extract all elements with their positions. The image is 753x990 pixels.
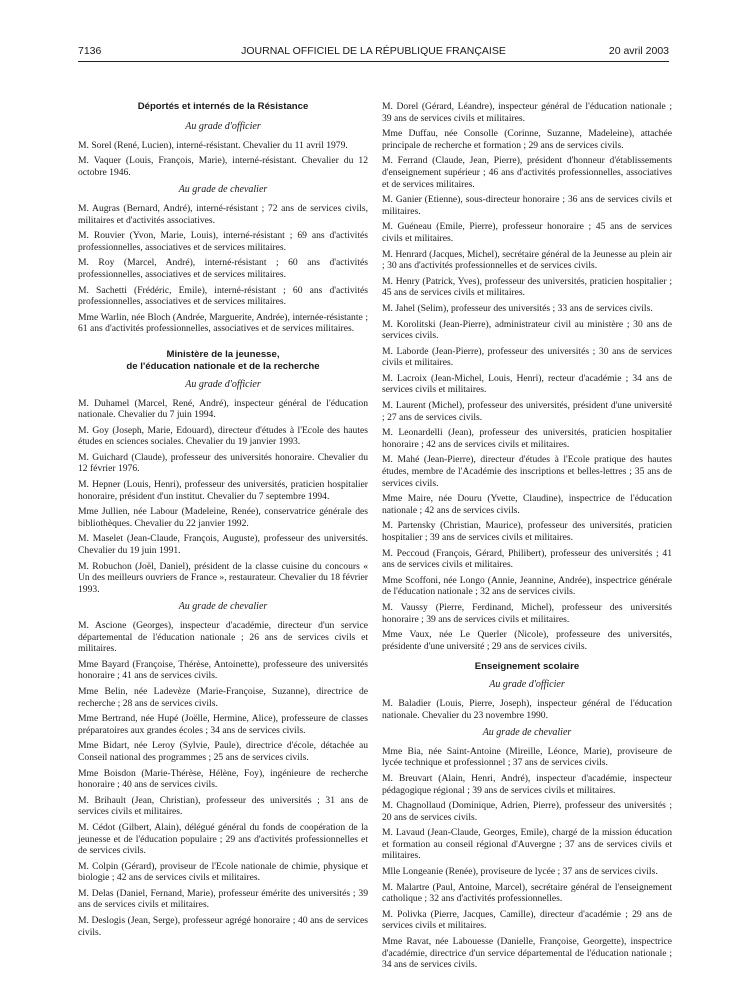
- list-item: M. Sorel (René, Lucien), interné-résistant. Chevalier du 11 avril 1979.: [78, 139, 348, 151]
- entry-list: [382, 101, 672, 652]
- list-item: M. Peccoud (François, Gérard, Philibert), professeur des universités ; 41 ans de services civils et militaires.: [382, 547, 672, 571]
- grade-heading-officier: Au grade d'officier: [489, 679, 565, 691]
- list-item: M. Korolitski (Jean-Pierre), administrateur civil au ministère ; 30 ans de services civils.: [382, 318, 672, 342]
- right-column: [382, 101, 672, 975]
- list-item: M. Duhamel (Marcel, René, André), inspecteur général de l'éducation nationale. Chevalier du 7 juin 1994.: [78, 397, 368, 421]
- list-item: Mme Bidart, née Leroy (Sylvie, Paule), directrice d'école, détachée au Conseil national des programmes ; 25 ans de services civils.: [78, 740, 368, 763]
- list-item: M. Dorel (Gérard, Léandre), inspecteur général de l'éducation nationale ; 39 ans de services civils et militaires.: [382, 101, 672, 124]
- list-item: M. Laborde (Jean-Pierre), professeur des universités ; 30 ans de services civils et militaires.: [382, 345, 672, 369]
- entry-list: [382, 746, 672, 971]
- list-item: M. Ascione (Georges), inspecteur d'académie, directeur d'un service départemental de l'éducation nationale ; 26 ans de services civils et militaires.: [78, 620, 368, 655]
- list-item: Mme Duffau, née Consolle (Corinne, Suzanne, Madeleine), attachée principale de recherche et formation ; 29 ans de services civils.: [382, 128, 672, 151]
- list-item: M. Brihault (Jean, Christian), professeur des universités ; 31 ans de services civils et militaires.: [78, 794, 368, 818]
- list-item: Mme Bayard (Françoise, Thérèse, Antoinette), professeure des universités honoraire ; 41 ans de services civils.: [78, 658, 368, 682]
- section-title-line: de l'éducation nationale et de la recherche: [126, 360, 320, 372]
- list-item: Mme Ravat, née Labouesse (Danielle, Françoise, Georgette), inspectrice d'académie, directrice d'un service départemental de l'éducation nationale ; 34 ans de services civils.: [382, 936, 672, 971]
- list-item: M. Hepner (Louis, Henri), professeur des universités, praticien hospitalier honoraire, président d'un institut. Chevalier du 7 septembre 1994.: [78, 479, 368, 502]
- grade-heading-officier: Au grade d'officier: [185, 121, 261, 132]
- entry-list: [78, 398, 368, 596]
- list-item: M. Laurent (Michel), professeur des universités, président d'une université ; 27 ans de services civils.: [382, 400, 672, 423]
- list-item: Mme Jullien, née Labour (Madeleine, Renée), conservatrice générale des bibliothèques. Chevalier du 22 janvier 1992.: [78, 506, 368, 529]
- list-item: M. Vaussy (Pierre, Ferdinand, Michel), professeur des universités honoraire ; 39 ans de services civils et militaires.: [382, 601, 672, 625]
- page-header: [78, 45, 669, 62]
- page-number: 7136: [78, 45, 102, 57]
- list-item: M. Colpin (Gérard), proviseur de l'Ecole nationale de chimie, physique et biologie ; 42 ans de services civils et militaires.: [78, 860, 368, 884]
- list-item: Mme Bertrand, née Hupé (Joëlle, Hermine, Alice), professeure de classes préparatoires aux grandes écoles ; 34 ans de services civils.: [78, 713, 368, 736]
- list-item: Mme Bia, née Saint-Antoine (Mireille, Léonce, Marie), proviseure de lycée technique et professionnel ; 37 ans de services civils.: [382, 745, 672, 769]
- list-item: M. Leonardelli (Jean), professeur des universités, praticien hospitalier honoraire ; 42 ans de services civils et militaires.: [382, 427, 672, 450]
- list-item: M. Baladier (Louis, Pierre, Joseph), inspecteur général de l'éducation nationale. Chevalier du 23 novembre 1990.: [382, 697, 672, 721]
- list-item: Mme Vaux, née Le Querler (Nicole), professeure des universités, présidente d'une université ; 29 ans de services civils.: [382, 629, 672, 652]
- list-item: M. Augras (Bernard, André), interné-résistant ; 72 ans de services civils, militaires et d'activités associatives.: [78, 202, 368, 226]
- list-item: M. Sachetti (Frédéric, Emile), interné-résistant ; 60 ans d'activités professionnelles, associatives et de services militaires.: [78, 284, 368, 308]
- section-title-line: Ministère de la jeunesse,: [166, 348, 280, 360]
- list-item: M. Roy (Marcel, André), interné-résistant ; 60 ans d'activités professionnelles, associatives et de services militaires.: [78, 257, 368, 280]
- list-item: Mme Scoffoni, née Longo (Annie, Jeannine, Andrée), inspectrice générale de l'éducation nationale ; 32 ans de services civils.: [382, 574, 672, 598]
- list-item: M. Chagnollaud (Dominique, Adrien, Pierre), professeur des universités ; 20 ans de services civils.: [382, 800, 672, 823]
- list-item: Mme Belin, née Ladevèze (Marie-Françoise, Suzanne), directrice de recherche ; 28 ans de services civils.: [78, 685, 368, 709]
- list-item: M. Robuchon (Joël, Daniel), président de la classe cuisine du concours « Un des meilleurs ouvriers de France », restaurateur. Chevalier du 18 février 1993.: [78, 560, 368, 595]
- grade-heading-chevalier: Au grade de chevalier: [178, 601, 268, 613]
- list-item: M. Lavaud (Jean-Claude, Georges, Emile), chargé de la mission éducation et formation au conseil régional d'Auvergne ; 37 ans de services civils et militaires.: [382, 827, 672, 862]
- entry-list: [78, 140, 368, 179]
- list-item: M. Rouvier (Yvon, Marie, Louis), interné-résistant ; 69 ans d'activités professionnelles, associatives et de services militaires.: [78, 230, 368, 253]
- list-item: M. Maselet (Jean-Claude, François, Auguste), professeur des universités. Chevalier du 19 juin 1991.: [78, 533, 368, 557]
- entry-list: [382, 698, 672, 721]
- grade-heading-chevalier: Au grade de chevalier: [178, 184, 268, 196]
- list-item: M. Goy (Joseph, Marie, Edouard), directeur d'études à l'Ecole des hautes études en sciences sociales. Chevalier du 19 janvier 1993.: [78, 424, 368, 448]
- list-item: Mme Maire, née Douru (Yvette, Claudine), inspectrice de l'éducation nationale ; 42 ans de services civils.: [382, 493, 672, 516]
- list-item: M. Delas (Daniel, Fernand, Marie), professeur émérite des universités ; 39 ans de services civils et militaires.: [78, 887, 368, 911]
- list-item: M. Malartre (Paul, Antoine, Marcel), secrétaire général de l'enseignement catholique ; 32 ans d'activités professionnelles.: [382, 881, 672, 905]
- list-item: M. Guéneau (Emile, Pierre), professeur honoraire ; 45 ans de services civils et militaires.: [382, 221, 672, 244]
- list-item: M. Breuvart (Alain, Henri, André), inspecteur d'académie, inspecteur pédagogique régional ; 39 ans de services civils et militaires.: [382, 772, 672, 796]
- list-item: M. Ferrand (Claude, Jean, Pierre), président d'honneur d'établissements d'enseignement supérieur ; 46 ans d'activités professionnelles, associatives et de services militaires.: [382, 155, 672, 190]
- list-item: M. Guichard (Claude), professeur des universités honoraire. Chevalier du 12 février 1976.: [78, 451, 368, 475]
- section-title-ministere: [78, 349, 368, 373]
- grade-heading-officier: Au grade d'officier: [185, 378, 261, 390]
- list-item: M. Partensky (Christian, Maurice), professeur des universités, praticien hospitalier ; 39 ans de services civils et militaires.: [382, 520, 672, 543]
- grade-heading-chevalier: Au grade de chevalier: [482, 727, 572, 739]
- publication-date: 20 avril 2003: [608, 45, 669, 57]
- list-item: M. Henry (Patrick, Yves), professeur des universités, praticien hospitalier ; 45 ans de services civils et militaires.: [382, 275, 672, 299]
- list-item: Mlle Longeanie (Renée), proviseure de lycée ; 37 ans de services civils.: [382, 866, 658, 878]
- list-item: M. Jahel (Selim), professeur des universités ; 33 ans de services civils.: [382, 302, 653, 314]
- list-item: Mme Boisdon (Marie-Thérèse, Hélène, Foy), ingénieure de recherche honoraire ; 40 ans de services civils.: [78, 767, 368, 791]
- list-item: M. Polivka (Pierre, Jacques, Camille), directeur d'académie ; 29 ans de services civils et militaires.: [382, 908, 672, 932]
- entry-list: [78, 203, 368, 335]
- list-item: M. Cédot (Gilbert, Alain), délégué général du fonds de coopération de la jeunesse et de l'éducation populaire ; 29 ans d'activités professionnelles et de services civils.: [78, 821, 368, 857]
- list-item: M. Vaquer (Louis, François, Marie), interné-résistant. Chevalier du 12 octobre 1946.: [78, 155, 368, 178]
- list-item: M. Lacroix (Jean-Michel, Louis, Henri), recteur d'académie ; 34 ans de services civils et militaires.: [382, 372, 672, 396]
- journal-title: JOURNAL OFFICIEL DE LA RÉPUBLIQUE FRANÇAISE: [241, 45, 506, 57]
- section-title-enseignement-scolaire: Enseignement scolaire: [474, 661, 580, 673]
- list-item: M. Mahé (Jean-Pierre), directeur d'études à l'Ecole pratique des hautes études, membre de l'Académie des inscriptions et belles-lettres ; 35 ans de services civils.: [382, 454, 672, 489]
- left-column: [78, 101, 368, 942]
- list-item: M. Ganier (Etienne), sous-directeur honoraire ; 36 ans de services civils et militaires.: [382, 194, 672, 217]
- section-title-resistance: Déportés et internés de la Résistance: [137, 101, 309, 112]
- list-item: M. Deslogis (Jean, Serge), professeur agrégé honoraire ; 40 ans de services civils.: [78, 915, 368, 938]
- list-item: M. Henrard (Jacques, Michel), secrétaire général de la Jeunesse au plein air ; 30 ans d'activités professionnelles et de services civils.: [382, 248, 672, 272]
- list-item: Mme Warlin, née Bloch (Andrée, Marguerite, Andrée), internée-résistante ; 61 ans d'activités professionnelles, associatives et de services militaires.: [78, 311, 368, 335]
- entry-list: [78, 620, 368, 938]
